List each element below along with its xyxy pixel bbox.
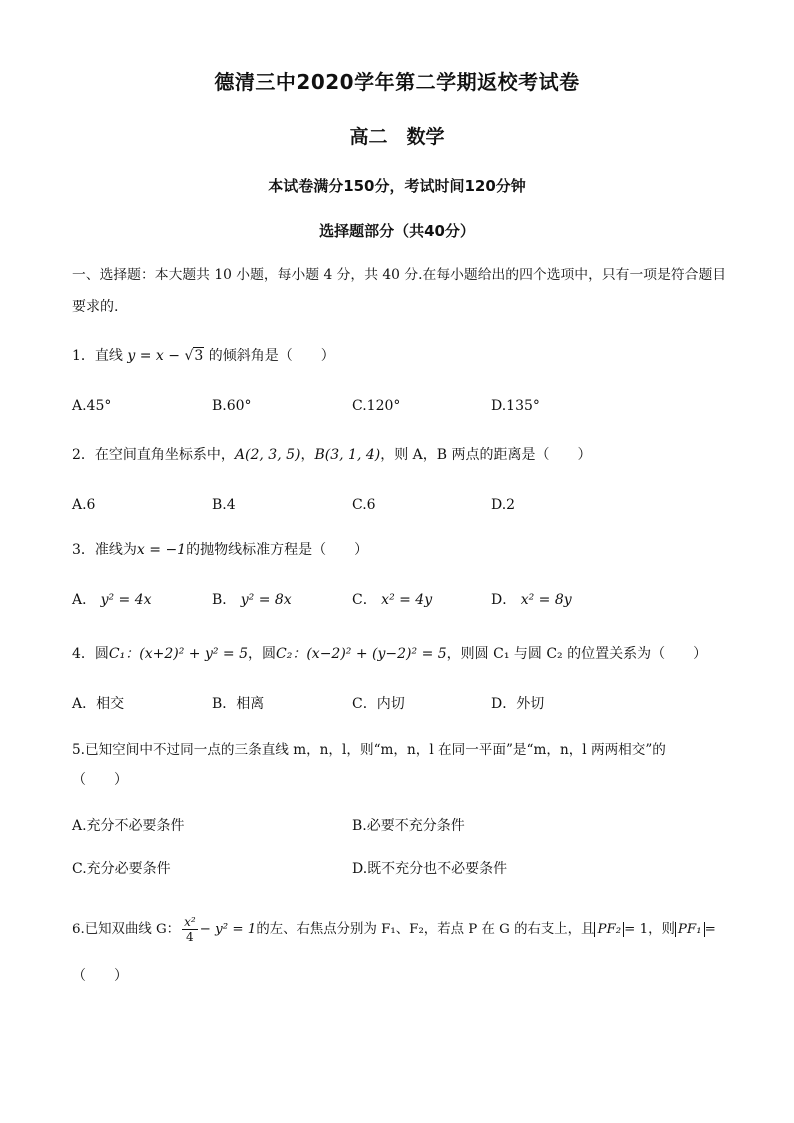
q4-option-c: C．内切 (352, 696, 405, 712)
q4-suffix: ，则圆 C₁ 与圆 C₂ 的位置关系为（ ） (446, 646, 708, 662)
q6-frac-num: x² (184, 915, 196, 929)
question-6 (72, 914, 716, 946)
q3-option-c-label: C． (352, 592, 377, 608)
question-1 (72, 346, 335, 366)
q4-option-a: A．相交 (72, 696, 125, 712)
q3-option-b (212, 590, 292, 610)
q2-prefix: 2．在空间直角坐标系中， (72, 447, 235, 463)
q1-eq-lhs: y (127, 348, 136, 364)
q2-suffix: ，则 A，B 两点的距离是（ ） (380, 447, 592, 463)
question-5-line1: 5.已知空间中不过同一点的三条直线 m，n，l，则“m，n，l 在同一平面”是“m，n，l 两两相交”的 (72, 742, 666, 758)
q6-end: = (704, 922, 716, 937)
exam-info: 本试卷满分150分，考试时间120分钟 (268, 177, 526, 195)
q1-suffix: 的倾斜角是（ ） (208, 348, 335, 364)
q3-option-d (491, 590, 572, 610)
q4-c1-label: C₁： (108, 646, 140, 662)
q2-option-a: A.6 (72, 497, 96, 513)
q1-option-c: C.120° (352, 398, 401, 414)
q6-prefix: 6.已知双曲线 G： (72, 922, 181, 937)
question-4 (72, 644, 707, 664)
exam-title: 德清三中2020学年第二学期返校考试卷 (214, 70, 580, 94)
q3-option-b-eq: y² = 8x (240, 592, 292, 608)
q6-eq-rest: − y² = 1 (199, 922, 257, 937)
q3-option-a-eq: y² = 4x (100, 592, 152, 608)
q6-mid: 的左、右焦点分别为 F₁、F₂，若点 P 在 G 的右支上，且 (256, 922, 595, 937)
q6-mid2: = 1，则 (624, 922, 675, 937)
q4-prefix: 4．圆 (72, 646, 109, 662)
section-title: 选择题部分（共40分） (319, 222, 475, 240)
q1-option-a: A.45° (72, 398, 112, 414)
q3-option-d-label: D． (491, 592, 517, 608)
q5-option-c: C.充分必要条件 (72, 861, 171, 877)
q5-option-b: B.必要不充分条件 (352, 818, 465, 834)
q2-option-c: C.6 (352, 497, 376, 513)
q2-option-b: B.4 (212, 497, 236, 513)
question-3 (72, 540, 368, 560)
q3-option-a (72, 590, 152, 610)
q3-option-d-eq: x² = 8y (520, 592, 572, 608)
q3-option-c (352, 590, 432, 610)
q1-option-d: D.135° (491, 398, 540, 414)
q1-sqrt-value: 3 (194, 348, 204, 364)
q3-suffix: 的抛物线标准方程是（ ） (186, 542, 369, 558)
q5-option-d: D.既不充分也不必要条件 (352, 861, 508, 877)
question-2 (72, 445, 592, 465)
q2-sep: ， (300, 447, 315, 463)
q1-sqrt-symbol: √ (184, 348, 194, 364)
q4-option-d: D．外切 (491, 696, 545, 712)
instructions-line2: 要求的. (72, 299, 119, 315)
q6-fraction (182, 915, 198, 944)
q6-abs-pf2: PF₂ (594, 922, 624, 937)
q1-eq-mid: = x − (135, 348, 185, 364)
q4-option-b: B．相离 (212, 696, 265, 712)
q2-point-a: A(2, 3, 5) (234, 447, 301, 463)
q4-c2-eq: (x−2)² + (y−2)² = 5 (306, 646, 447, 662)
q4-mid: ，圆 (248, 646, 277, 662)
exam-subtitle: 高二 数学 (349, 126, 445, 148)
q4-c1-eq: (x+2)² + y² = 5 (139, 646, 249, 662)
q5-option-a: A.充分不必要条件 (72, 818, 185, 834)
q3-prefix: 3．准线为 (72, 542, 137, 558)
q4-c2-label: C₂： (276, 646, 307, 662)
q1-prefix: 1．直线 (72, 348, 123, 364)
q3-directrix: x = −1 (136, 542, 187, 558)
q6-abs-pf1: PF₁ (675, 922, 705, 937)
q3-option-b-label: B． (212, 592, 237, 608)
question-6-line2: （ ） (72, 968, 128, 984)
q3-option-a-label: A． (72, 592, 97, 608)
q2-option-d: D.2 (491, 497, 516, 513)
q3-option-c-eq: x² = 4y (381, 592, 433, 608)
q2-point-b: B(3, 1, 4) (314, 447, 381, 463)
q6-frac-den: 4 (186, 930, 194, 944)
q1-option-b: B.60° (212, 398, 252, 414)
question-5-line2: （ ） (72, 772, 128, 788)
instructions-line1: 一、选择题：本大题共 10 小题，每小题 4 分，共 40 分.在每小题给出的四个选项中，只有一项是符合题目 (72, 267, 727, 283)
